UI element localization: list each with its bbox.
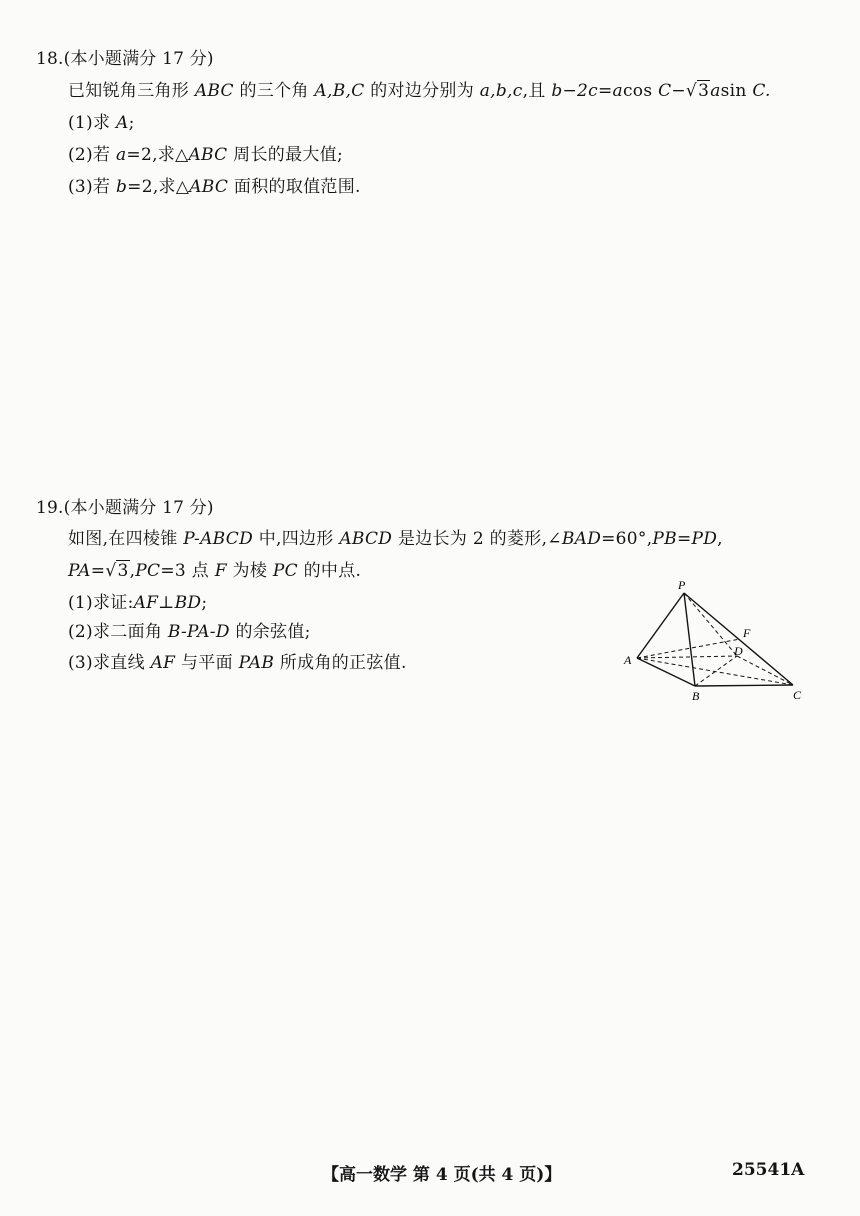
problem-18-part-3: (3)若 b=2,求△ABC 面积的取值范围.: [68, 177, 361, 197]
edge-BC: [695, 685, 793, 686]
edge-AC: [637, 658, 793, 685]
edge-PA: [637, 593, 684, 658]
problem-18-stem: 已知锐角三角形 ABC 的三个角 A,B,C 的对边分别为 a,b,c,且 b−2c=acos C−√3asin C.: [68, 81, 771, 101]
sqrt-symbol: √3: [685, 81, 710, 101]
problem-19-stem-line-2: PA=√3,PC=3 点 F 为棱 PC 的中点.: [68, 561, 362, 581]
problem-19-header: 19.(本小题满分 17 分): [36, 498, 214, 518]
label-P: P: [678, 578, 686, 592]
edge-PD: [684, 593, 737, 656]
sqrt-symbol: √3: [105, 561, 129, 581]
label-F: F: [743, 626, 751, 640]
problem-19-part-1: (1)求证:AF⊥BD;: [68, 593, 208, 613]
pyramid-figure: [615, 578, 815, 708]
problem-18-part-2: (2)若 a=2,求△ABC 周长的最大值;: [68, 145, 343, 165]
pyramid-hidden-edges: [637, 593, 793, 686]
edge-AD: [637, 656, 737, 658]
label-B: B: [692, 689, 700, 703]
page-info: 【高一数学 第 4 页(共 4 页)】: [322, 1165, 562, 1185]
exam-code: 25541A: [732, 1160, 805, 1180]
label-A: A: [624, 653, 632, 667]
edge-AB: [637, 658, 695, 686]
problem-19-part-2: (2)求二面角 B-PA-D 的余弦值;: [68, 622, 311, 642]
label-C: C: [793, 688, 802, 702]
problem-19-stem-line-1: 如图,在四棱锥 P-ABCD 中,四边形 ABCD 是边长为 2 的菱形,∠BAD=60°,PB=PD,: [68, 529, 723, 549]
problem-19-part-3: (3)求直线 AF 与平面 PAB 所成角的正弦值.: [68, 653, 407, 673]
problem-18-part-1: (1)求 A;: [68, 113, 135, 133]
edge-BD: [695, 656, 737, 686]
label-D: D: [734, 644, 743, 658]
edge-PC: [684, 593, 793, 685]
edge-PB: [684, 593, 695, 686]
problem-18-header: 18.(本小题满分 17 分): [36, 49, 214, 69]
